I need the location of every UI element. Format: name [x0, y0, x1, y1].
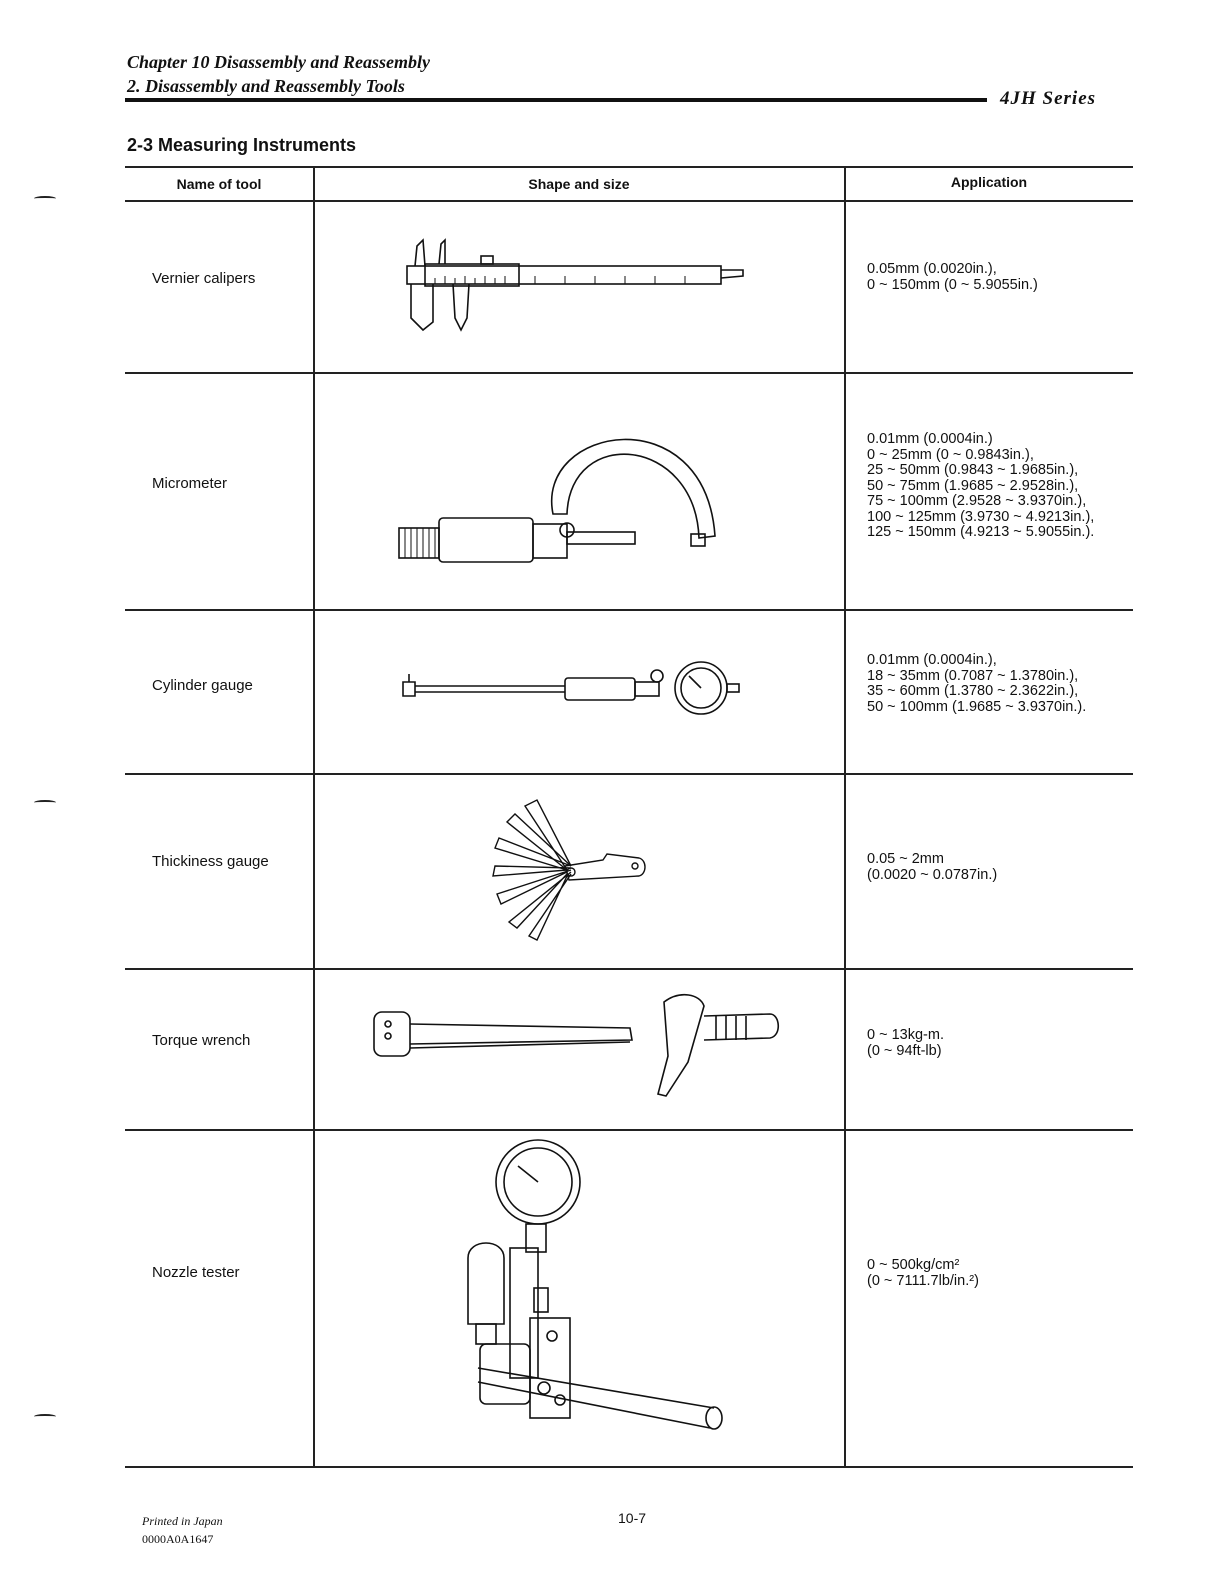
tool-name-torque-wrench: Torque wrench — [152, 1032, 251, 1049]
thickness-gauge-illustration — [485, 796, 655, 944]
column-header-name: Name of tool — [176, 176, 262, 192]
application-nozzle-tester: 0 ~ 500kg/cm² (0 ~ 7111.7lb/in.²) — [867, 1257, 979, 1289]
application-thickness-gauge: 0.05 ~ 2mm (0.0020 ~ 0.0787in.) — [867, 851, 998, 883]
table-rule — [125, 1466, 1133, 1468]
header-rule — [125, 98, 987, 102]
section-subtitle: 2. Disassembly and Reassembly Tools — [127, 76, 405, 96]
document-code: 0000A0A1647 — [142, 1532, 214, 1546]
series-label: 4JH Series — [1000, 88, 1097, 109]
column-header-application: Application — [950, 174, 1028, 190]
vernier-calipers-illustration — [405, 238, 745, 348]
scan-mark — [34, 196, 56, 201]
page-title: 2-3 Measuring Instruments — [127, 135, 357, 155]
application-cylinder-gauge: 0.01mm (0.0004in.), 18 ~ 35mm (0.7087 ~ 1.3780in.), 35 ~ 60mm (1.3780 ~ 2.3622in.), 50 ~ 100mm (1.9685 ~ 3.9370in.). — [867, 652, 1087, 715]
application-torque-wrench: 0 ~ 13kg-m. (0 ~ 94ft-lb) — [867, 1027, 944, 1059]
tool-name-micrometer: Micrometer — [152, 475, 228, 492]
chapter-heading — [127, 50, 430, 98]
tool-name-vernier: Vernier calipers — [152, 270, 256, 287]
application-vernier: 0.05mm (0.0020in.), 0 ~ 150mm (0 ~ 5.9055in.) — [867, 261, 1038, 293]
column-divider — [313, 166, 315, 1468]
chapter-title: Chapter 10 Disassembly and Reassembly — [127, 52, 431, 72]
tool-name-cylinder-gauge: Cylinder gauge — [152, 677, 253, 694]
scan-mark — [34, 800, 56, 805]
table-rule — [125, 1129, 1133, 1131]
tool-name-nozzle-tester: Nozzle tester — [152, 1264, 240, 1281]
column-header-shape: Shape and size — [528, 176, 630, 192]
scan-mark — [34, 1414, 56, 1419]
table-rule — [125, 968, 1133, 970]
nozzle-tester-illustration — [460, 1138, 750, 1438]
column-divider — [844, 166, 846, 1468]
table-rule — [125, 200, 1133, 202]
torque-wrench-illustration — [370, 986, 790, 1106]
cylinder-gauge-illustration — [395, 656, 755, 746]
table-rule — [125, 609, 1133, 611]
table-rule — [125, 773, 1133, 775]
table-rule — [125, 166, 1133, 168]
tools-table — [125, 166, 1133, 1468]
micrometer-illustration — [395, 406, 735, 566]
table-rule — [125, 372, 1133, 374]
footer-info — [142, 1512, 223, 1548]
application-micrometer: 0.01mm (0.0004in.) 0 ~ 25mm (0 ~ 0.9843in.), 25 ~ 50mm (0.9843 ~ 1.9685in.), 50 ~ 75mm (1.9685 ~ 2.9528in.), 75 ~ 100mm (2.9528 ~ 3.9370in.), 100 ~ 125mm (3.9730 ~ 4.9213in.), 125 ~ 150mm (4.9213 ~ 5.9055in.). — [867, 431, 1095, 540]
tool-name-thickness-gauge: Thickiness gauge — [152, 853, 269, 870]
page-number: 10-7 — [618, 1510, 647, 1526]
printed-note: Printed in Japan — [142, 1514, 223, 1528]
